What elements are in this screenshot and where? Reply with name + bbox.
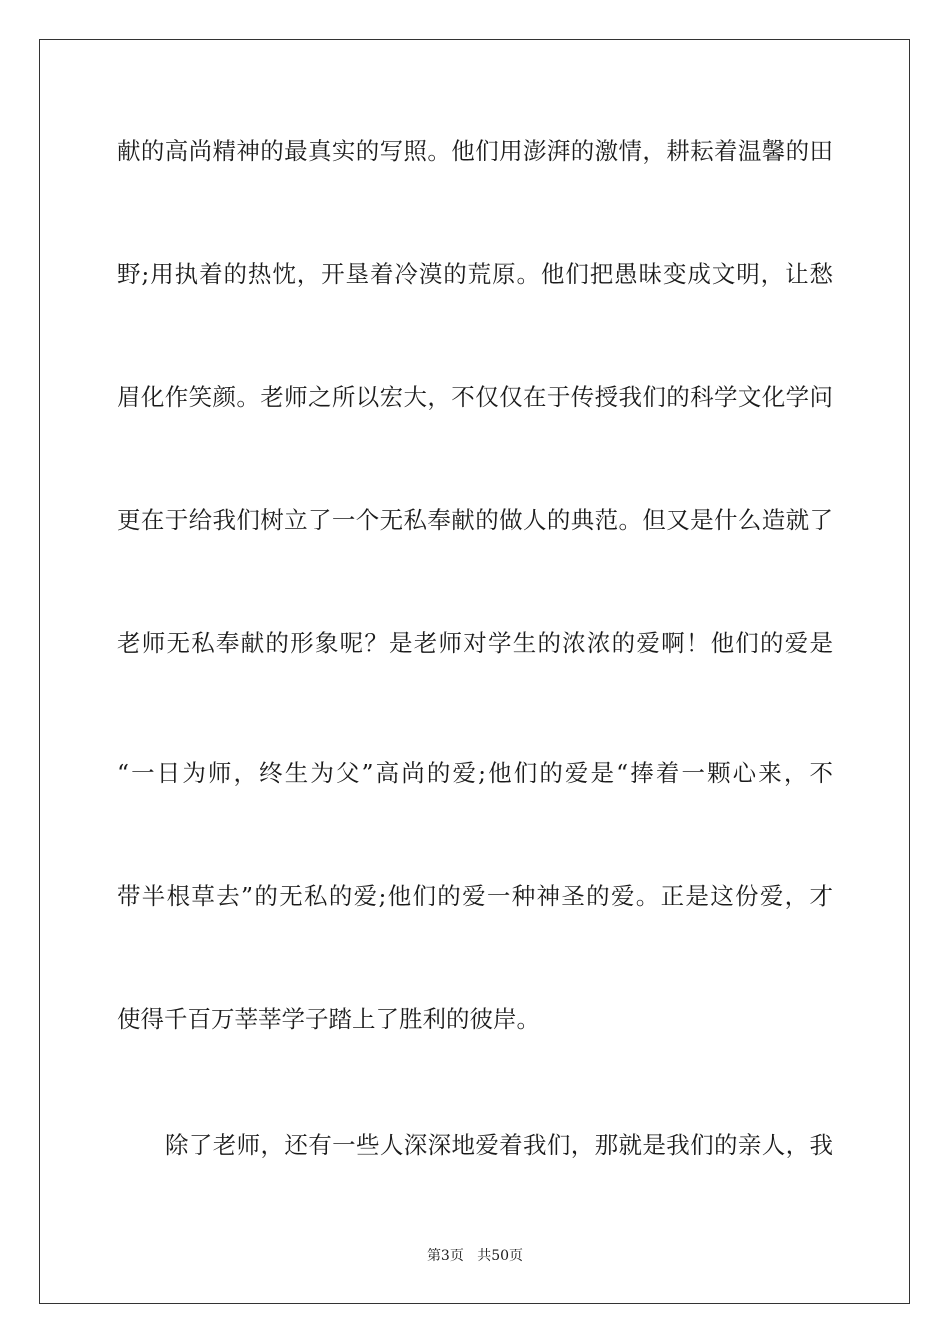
page-number: 第3页 <box>426 1248 464 1264</box>
body-text-line: 老师无私奉献的形象呢？是老师对学生的浓浓的爱啊！他们的爱是 <box>117 629 833 657</box>
body-text-line: “一日为师，终生为父”高尚的爱;他们的爱是“捧着一颗心来，不 <box>117 759 833 787</box>
body-text-line: 更在于给我们树立了一个无私奉献的做人的典范。但又是什么造就了 <box>117 506 833 534</box>
page-footer <box>0 1247 950 1265</box>
body-text-line: 献的高尚精神的最真实的写照。他们用澎湃的激情，耕耘着温馨的田 <box>117 137 833 165</box>
body-text-line: 带半根草去”的无私的爱;他们的爱一种神圣的爱。正是这份爱，才 <box>117 882 833 910</box>
body-text-line: 使得千百万莘莘学子踏上了胜利的彼岸。 <box>117 1005 540 1033</box>
page-frame <box>39 39 910 1304</box>
body-text-paragraph-start: 除了老师，还有一些人深深地爱着我们，那就是我们的亲人，我 <box>165 1131 833 1159</box>
body-text-line: 野;用执着的热忱，开垦着冷漠的荒原。他们把愚昧变成文明，让愁 <box>117 260 833 288</box>
body-text-line: 眉化作笑颜。老师之所以宏大，不仅仅在于传授我们的科学文化学问 <box>117 383 833 411</box>
total-pages: 共50页 <box>477 1248 524 1264</box>
